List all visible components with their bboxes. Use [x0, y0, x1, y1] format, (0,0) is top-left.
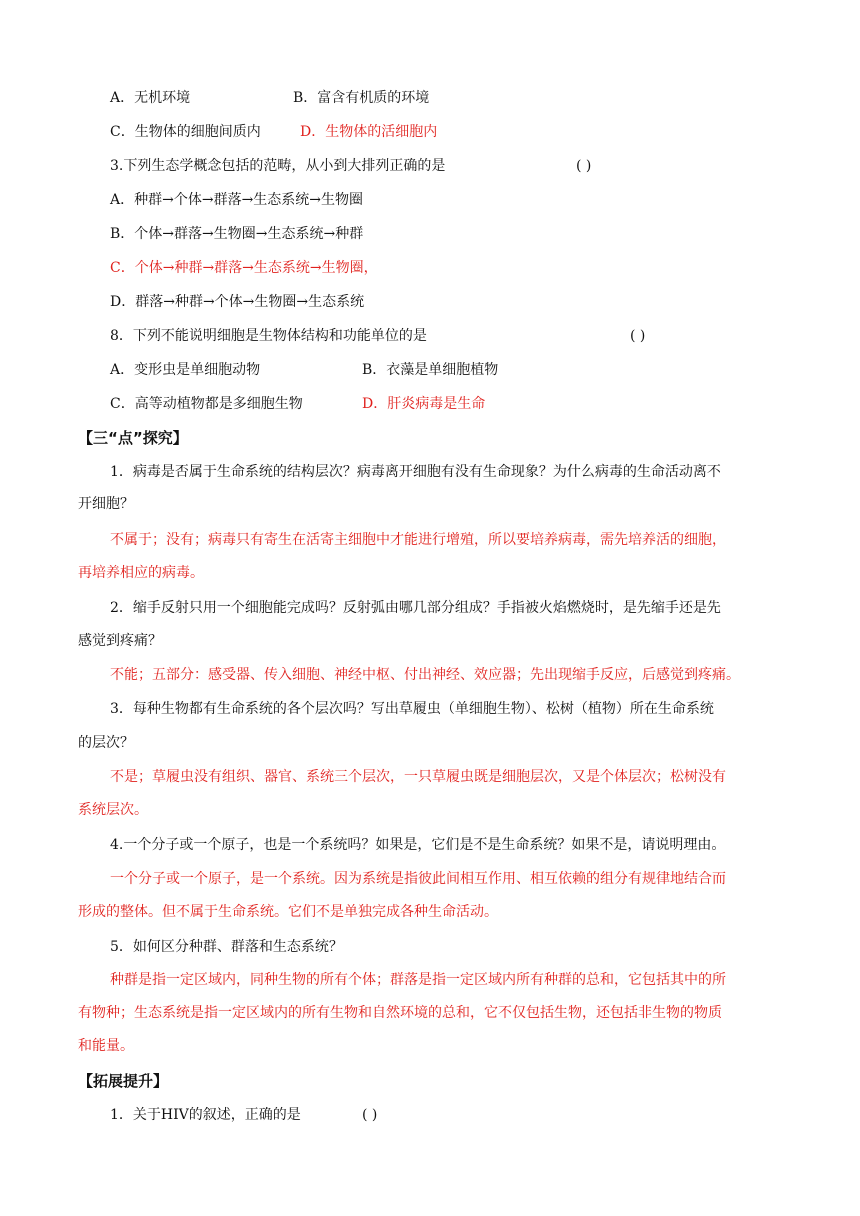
answer-text: 有物种；生态系统是指一定区域内的所有生物和自然环境的总和，它不仅包括生物，还包括非生物的物质	[78, 1005, 722, 1021]
question-stem: 3.下列生态学概念包括的范畴，从小到大排列正确的是	[110, 158, 446, 174]
answer-text: 形成的整体。但不属于生命系统。它们不是单独完成各种生命活动。	[78, 904, 498, 920]
question-text: 5．如何区分种群、群落和生态系统？	[110, 939, 343, 955]
question-text: 3．每种生物都有生命系统的各个层次吗？写出草履虫（单细胞生物）、松树（植物）所在生命系统	[110, 701, 714, 717]
question-stem: 1．关于HIV的叙述，正确的是	[110, 1107, 301, 1123]
option-c: C．高等动植物都是多细胞生物	[110, 396, 303, 412]
answer-text: 和能量。	[78, 1038, 134, 1054]
question-text: 的层次？	[78, 735, 134, 751]
answer-paren: ( )	[576, 158, 592, 174]
option-b: B．衣藻是单细胞植物	[362, 362, 499, 378]
option-d: D．群落→种群→个体→生物圈→生态系统	[110, 294, 365, 310]
answer-text: 系统层次。	[78, 802, 148, 818]
question-stem: 8．下列不能说明细胞是生物体结构和功能单位的是	[110, 328, 427, 344]
option-a: A．种群→个体→群落→生态系统→生物圈	[110, 192, 364, 208]
option-c: C．生物体的细胞间质内	[110, 124, 261, 140]
answer-text: 不能；五部分：感受器、传入细胞、神经中枢、付出神经、效应器；先出现缩手反应，后感觉到疼痛。	[110, 667, 740, 683]
section-heading: 【三“点”探究】	[78, 429, 188, 447]
answer-text: 不属于；没有；病毒只有寄生在活寄主细胞中才能进行增殖，所以要培养病毒，需先培养活的细胞，	[110, 532, 726, 548]
option-d-answer: D．生物体的活细胞内	[300, 124, 438, 140]
question-text: 开细胞？	[78, 496, 134, 512]
option-b: B．个体→群落→生物圈→生态系统→种群	[110, 226, 364, 242]
option-c-answer: C．个体→种群→群落→生态系统→生物圈，	[110, 260, 378, 276]
question-text: 1．病毒是否属于生命系统的结构层次？病毒离开细胞有没有生命现象？为什么病毒的生命活动离不	[110, 464, 721, 480]
option-a: A．变形虫是单细胞动物	[110, 362, 261, 378]
option-d-answer: D．肝炎病毒是生命	[362, 396, 486, 412]
answer-paren: ( )	[630, 328, 646, 344]
option-a: A．无机环境	[110, 90, 191, 106]
answer-text: 再培养相应的病毒。	[78, 565, 204, 581]
answer-text: 一个分子或一个原子，是一个系统。因为系统是指彼此间相互作用、相互依赖的组分有规律地结合而	[110, 871, 726, 887]
option-b: B．富含有机质的环境	[293, 90, 430, 106]
answer-paren: ( )	[362, 1107, 378, 1123]
answer-text: 种群是指一定区域内，同种生物的所有个体；群落是指一定区域内所有种群的总和，它包括其中的所	[110, 972, 726, 988]
question-text: 2．缩手反射只用一个细胞能完成吗？反射弧由哪几部分组成？手指被火焰燃烧时，是先缩手还是先	[110, 600, 721, 616]
answer-text: 不是；草履虫没有组织、器官、系统三个层次，一只草履虫既是细胞层次，又是个体层次；松树没有	[110, 769, 726, 785]
question-text: 感觉到疼痛？	[78, 633, 162, 649]
question-text: 4.一个分子或一个原子，也是一个系统吗？如果是，它们是不是生命系统？如果不是，请说明理由。	[110, 837, 726, 853]
section-heading: 【拓展提升】	[78, 1072, 169, 1090]
